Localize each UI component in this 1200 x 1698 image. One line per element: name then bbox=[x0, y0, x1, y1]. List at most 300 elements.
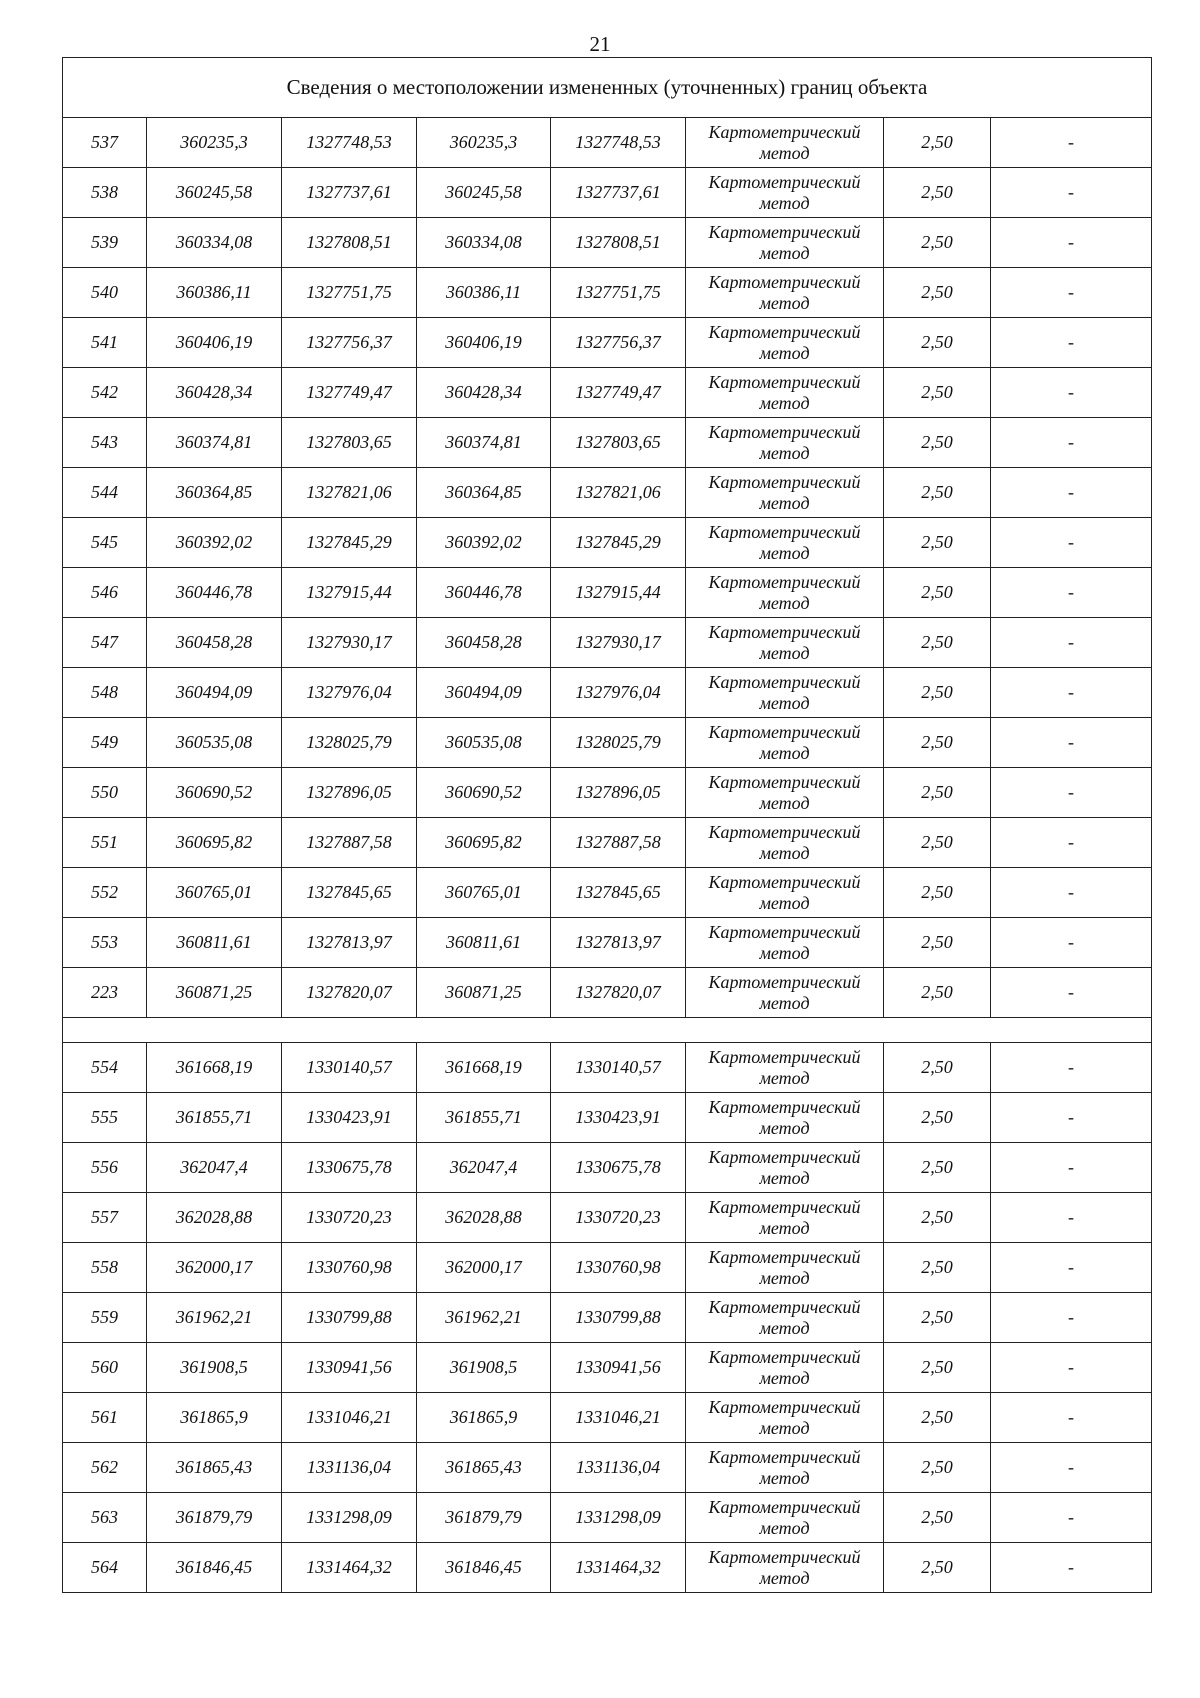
table-title-row bbox=[63, 58, 1152, 118]
method-line2: метод bbox=[759, 242, 810, 263]
accuracy-cell: 2,50 bbox=[884, 868, 991, 918]
method-line1: Картометрический bbox=[708, 821, 861, 842]
accuracy-cell: 2,50 bbox=[884, 768, 991, 818]
method-cell bbox=[686, 768, 884, 818]
accuracy-cell: 2,50 bbox=[884, 718, 991, 768]
x-existing-cell: 360428,34 bbox=[147, 368, 282, 418]
x-new-cell: 361855,71 bbox=[417, 1093, 551, 1143]
y-existing-cell: 1327821,06 bbox=[282, 468, 417, 518]
method-line2: метод bbox=[759, 592, 810, 613]
accuracy-cell: 2,50 bbox=[884, 918, 991, 968]
y-existing-cell: 1327748,53 bbox=[282, 118, 417, 168]
x-new-cell: 360235,3 bbox=[417, 118, 551, 168]
method-cell bbox=[686, 1443, 884, 1493]
method-cell bbox=[686, 1393, 884, 1443]
x-new-cell: 361908,5 bbox=[417, 1343, 551, 1393]
y-existing-cell: 1327915,44 bbox=[282, 568, 417, 618]
x-existing-cell: 360811,61 bbox=[147, 918, 282, 968]
x-existing-cell: 360392,02 bbox=[147, 518, 282, 568]
y-new-cell: 1327845,29 bbox=[551, 518, 686, 568]
x-new-cell: 361962,21 bbox=[417, 1293, 551, 1343]
x-existing-cell: 362000,17 bbox=[147, 1243, 282, 1293]
x-existing-cell: 361855,71 bbox=[147, 1093, 282, 1143]
y-new-cell: 1330720,23 bbox=[551, 1193, 686, 1243]
y-existing-cell: 1327820,07 bbox=[282, 968, 417, 1018]
description-cell: - bbox=[991, 318, 1152, 368]
method-line1: Картометрический bbox=[708, 1546, 861, 1567]
x-existing-cell: 361846,45 bbox=[147, 1543, 282, 1593]
y-new-cell: 1330941,56 bbox=[551, 1343, 686, 1393]
table-row bbox=[63, 368, 1152, 418]
x-new-cell: 360245,58 bbox=[417, 168, 551, 218]
method-cell bbox=[686, 1493, 884, 1543]
x-new-cell: 360364,85 bbox=[417, 468, 551, 518]
accuracy-cell: 2,50 bbox=[884, 468, 991, 518]
method-line1: Картометрический bbox=[708, 271, 861, 292]
x-existing-cell: 360535,08 bbox=[147, 718, 282, 768]
description-cell: - bbox=[991, 718, 1152, 768]
x-existing-cell: 360446,78 bbox=[147, 568, 282, 618]
x-new-cell: 360494,09 bbox=[417, 668, 551, 718]
description-cell: - bbox=[991, 1143, 1152, 1193]
y-existing-cell: 1330140,57 bbox=[282, 1043, 417, 1093]
x-existing-cell: 360374,81 bbox=[147, 418, 282, 468]
method-line1: Картометрический bbox=[708, 321, 861, 342]
method-cell bbox=[686, 718, 884, 768]
method-cell bbox=[686, 1293, 884, 1343]
description-cell: - bbox=[991, 218, 1152, 268]
table-row bbox=[63, 618, 1152, 668]
accuracy-cell: 2,50 bbox=[884, 1293, 991, 1343]
accuracy-cell: 2,50 bbox=[884, 1193, 991, 1243]
accuracy-cell: 2,50 bbox=[884, 168, 991, 218]
method-line2: метод bbox=[759, 292, 810, 313]
y-new-cell: 1331298,09 bbox=[551, 1493, 686, 1543]
x-new-cell: 362047,4 bbox=[417, 1143, 551, 1193]
description-cell: - bbox=[991, 968, 1152, 1018]
method-line1: Картометрический bbox=[708, 1246, 861, 1267]
table-row bbox=[63, 768, 1152, 818]
x-new-cell: 360458,28 bbox=[417, 618, 551, 668]
method-cell bbox=[686, 218, 884, 268]
method-line2: метод bbox=[759, 792, 810, 813]
method-line2: метод bbox=[759, 642, 810, 663]
table-row bbox=[63, 1343, 1152, 1393]
x-existing-cell: 361879,79 bbox=[147, 1493, 282, 1543]
method-cell bbox=[686, 418, 884, 468]
table-row bbox=[63, 118, 1152, 168]
table-row bbox=[63, 1193, 1152, 1243]
accuracy-cell: 2,50 bbox=[884, 218, 991, 268]
method-line2: метод bbox=[759, 492, 810, 513]
method-cell bbox=[686, 118, 884, 168]
table-row bbox=[63, 168, 1152, 218]
y-new-cell: 1327749,47 bbox=[551, 368, 686, 418]
point-number-cell: 553 bbox=[63, 918, 147, 968]
method-line1: Картометрический bbox=[708, 171, 861, 192]
x-new-cell: 360871,25 bbox=[417, 968, 551, 1018]
method-line1: Картометрический bbox=[708, 1096, 861, 1117]
table-row bbox=[63, 1543, 1152, 1593]
method-cell bbox=[686, 318, 884, 368]
description-cell: - bbox=[991, 1393, 1152, 1443]
method-line2: метод bbox=[759, 942, 810, 963]
description-cell: - bbox=[991, 368, 1152, 418]
y-new-cell: 1330760,98 bbox=[551, 1243, 686, 1293]
method-line2: метод bbox=[759, 392, 810, 413]
method-line2: метод bbox=[759, 192, 810, 213]
y-new-cell: 1327748,53 bbox=[551, 118, 686, 168]
y-new-cell: 1327915,44 bbox=[551, 568, 686, 618]
method-line1: Картометрический bbox=[708, 971, 861, 992]
x-existing-cell: 360235,3 bbox=[147, 118, 282, 168]
y-new-cell: 1331046,21 bbox=[551, 1393, 686, 1443]
point-number-cell: 563 bbox=[63, 1493, 147, 1543]
accuracy-cell: 2,50 bbox=[884, 1393, 991, 1443]
method-line2: метод bbox=[759, 1417, 810, 1438]
x-new-cell: 360695,82 bbox=[417, 818, 551, 868]
y-new-cell: 1327845,65 bbox=[551, 868, 686, 918]
x-new-cell: 360690,52 bbox=[417, 768, 551, 818]
x-new-cell: 360374,81 bbox=[417, 418, 551, 468]
method-line1: Картометрический bbox=[708, 1346, 861, 1367]
table-row bbox=[63, 268, 1152, 318]
x-new-cell: 361879,79 bbox=[417, 1493, 551, 1543]
x-existing-cell: 360458,28 bbox=[147, 618, 282, 668]
point-number-cell: 554 bbox=[63, 1043, 147, 1093]
method-line1: Картометрический bbox=[708, 671, 861, 692]
method-line1: Картометрический bbox=[708, 1496, 861, 1517]
x-new-cell: 360811,61 bbox=[417, 918, 551, 968]
description-cell: - bbox=[991, 1193, 1152, 1243]
y-new-cell: 1328025,79 bbox=[551, 718, 686, 768]
method-cell bbox=[686, 168, 884, 218]
y-existing-cell: 1327887,58 bbox=[282, 818, 417, 868]
x-new-cell: 360334,08 bbox=[417, 218, 551, 268]
point-number-cell: 538 bbox=[63, 168, 147, 218]
method-line2: метод bbox=[759, 892, 810, 913]
point-number-cell: 546 bbox=[63, 568, 147, 618]
point-number-cell: 539 bbox=[63, 218, 147, 268]
method-line2: метод bbox=[759, 1517, 810, 1538]
point-number-cell: 540 bbox=[63, 268, 147, 318]
y-new-cell: 1330140,57 bbox=[551, 1043, 686, 1093]
x-existing-cell: 362047,4 bbox=[147, 1143, 282, 1193]
y-new-cell: 1331136,04 bbox=[551, 1443, 686, 1493]
table-row bbox=[63, 418, 1152, 468]
y-new-cell: 1330799,88 bbox=[551, 1293, 686, 1343]
y-existing-cell: 1327930,17 bbox=[282, 618, 417, 668]
method-cell bbox=[686, 868, 884, 918]
point-number-cell: 543 bbox=[63, 418, 147, 468]
method-line2: метод bbox=[759, 842, 810, 863]
method-cell bbox=[686, 1543, 884, 1593]
point-number-cell: 560 bbox=[63, 1343, 147, 1393]
y-new-cell: 1327896,05 bbox=[551, 768, 686, 818]
point-number-cell: 551 bbox=[63, 818, 147, 868]
method-cell bbox=[686, 368, 884, 418]
method-line1: Картометрический bbox=[708, 1046, 861, 1067]
y-new-cell: 1327887,58 bbox=[551, 818, 686, 868]
description-cell: - bbox=[991, 168, 1152, 218]
accuracy-cell: 2,50 bbox=[884, 818, 991, 868]
y-existing-cell: 1327813,97 bbox=[282, 918, 417, 968]
contour-separator-row bbox=[63, 1018, 1152, 1043]
method-line1: Картометрический bbox=[708, 1196, 861, 1217]
method-cell bbox=[686, 1143, 884, 1193]
x-existing-cell: 360695,82 bbox=[147, 818, 282, 868]
method-line2: метод bbox=[759, 692, 810, 713]
y-existing-cell: 1330760,98 bbox=[282, 1243, 417, 1293]
method-line1: Картометрический bbox=[708, 721, 861, 742]
accuracy-cell: 2,50 bbox=[884, 1243, 991, 1293]
accuracy-cell: 2,50 bbox=[884, 518, 991, 568]
accuracy-cell: 2,50 bbox=[884, 1043, 991, 1093]
method-line1: Картометрический bbox=[708, 421, 861, 442]
method-line2: метод bbox=[759, 1067, 810, 1088]
y-new-cell: 1331464,32 bbox=[551, 1543, 686, 1593]
description-cell: - bbox=[991, 1343, 1152, 1393]
method-cell bbox=[686, 568, 884, 618]
method-line1: Картометрический bbox=[708, 371, 861, 392]
method-line2: метод bbox=[759, 342, 810, 363]
y-existing-cell: 1330799,88 bbox=[282, 1293, 417, 1343]
accuracy-cell: 2,50 bbox=[884, 1093, 991, 1143]
method-cell bbox=[686, 618, 884, 668]
description-cell: - bbox=[991, 768, 1152, 818]
table-row bbox=[63, 1443, 1152, 1493]
point-number-cell: 544 bbox=[63, 468, 147, 518]
x-existing-cell: 361865,9 bbox=[147, 1393, 282, 1443]
table-row bbox=[63, 1293, 1152, 1343]
point-number-cell: 564 bbox=[63, 1543, 147, 1593]
accuracy-cell: 2,50 bbox=[884, 618, 991, 668]
x-new-cell: 361865,9 bbox=[417, 1393, 551, 1443]
x-new-cell: 361668,19 bbox=[417, 1043, 551, 1093]
y-new-cell: 1327813,97 bbox=[551, 918, 686, 968]
y-existing-cell: 1330941,56 bbox=[282, 1343, 417, 1393]
point-number-cell: 541 bbox=[63, 318, 147, 368]
method-line2: метод bbox=[759, 1367, 810, 1388]
y-new-cell: 1327756,37 bbox=[551, 318, 686, 368]
description-cell: - bbox=[991, 1043, 1152, 1093]
method-line2: метод bbox=[759, 1267, 810, 1288]
x-existing-cell: 360334,08 bbox=[147, 218, 282, 268]
method-cell bbox=[686, 1343, 884, 1393]
method-line2: метод bbox=[759, 142, 810, 163]
description-cell: - bbox=[991, 418, 1152, 468]
y-existing-cell: 1327845,29 bbox=[282, 518, 417, 568]
accuracy-cell: 2,50 bbox=[884, 268, 991, 318]
x-existing-cell: 360690,52 bbox=[147, 768, 282, 818]
x-new-cell: 362028,88 bbox=[417, 1193, 551, 1243]
method-cell bbox=[686, 818, 884, 868]
point-number-cell: 557 bbox=[63, 1193, 147, 1243]
y-new-cell: 1327821,06 bbox=[551, 468, 686, 518]
method-cell bbox=[686, 268, 884, 318]
method-line1: Картометрический bbox=[708, 771, 861, 792]
x-new-cell: 362000,17 bbox=[417, 1243, 551, 1293]
x-new-cell: 360392,02 bbox=[417, 518, 551, 568]
description-cell: - bbox=[991, 1543, 1152, 1593]
x-new-cell: 360406,19 bbox=[417, 318, 551, 368]
y-existing-cell: 1327749,47 bbox=[282, 368, 417, 418]
point-number-cell: 550 bbox=[63, 768, 147, 818]
method-cell bbox=[686, 1093, 884, 1143]
method-line1: Картометрический bbox=[708, 1446, 861, 1467]
method-line2: метод bbox=[759, 1317, 810, 1338]
y-existing-cell: 1330423,91 bbox=[282, 1093, 417, 1143]
y-new-cell: 1327808,51 bbox=[551, 218, 686, 268]
method-line2: метод bbox=[759, 1567, 810, 1588]
method-line2: метод bbox=[759, 1217, 810, 1238]
point-number-cell: 556 bbox=[63, 1143, 147, 1193]
description-cell: - bbox=[991, 268, 1152, 318]
table-row bbox=[63, 318, 1152, 368]
y-existing-cell: 1327803,65 bbox=[282, 418, 417, 468]
table-row bbox=[63, 518, 1152, 568]
y-existing-cell: 1327845,65 bbox=[282, 868, 417, 918]
table-row bbox=[63, 1143, 1152, 1193]
x-new-cell: 360446,78 bbox=[417, 568, 551, 618]
x-new-cell: 361846,45 bbox=[417, 1543, 551, 1593]
separator-cell bbox=[63, 1018, 1152, 1043]
method-cell bbox=[686, 468, 884, 518]
accuracy-cell: 2,50 bbox=[884, 1493, 991, 1543]
point-number-cell: 559 bbox=[63, 1293, 147, 1343]
description-cell: - bbox=[991, 518, 1152, 568]
table-row bbox=[63, 568, 1152, 618]
method-line1: Картометрический bbox=[708, 871, 861, 892]
y-new-cell: 1330675,78 bbox=[551, 1143, 686, 1193]
y-existing-cell: 1330720,23 bbox=[282, 1193, 417, 1243]
method-cell bbox=[686, 1193, 884, 1243]
point-number-cell: 547 bbox=[63, 618, 147, 668]
table-row bbox=[63, 1243, 1152, 1293]
accuracy-cell: 2,50 bbox=[884, 1343, 991, 1393]
x-existing-cell: 361865,43 bbox=[147, 1443, 282, 1493]
point-number-cell: 552 bbox=[63, 868, 147, 918]
table-row bbox=[63, 1393, 1152, 1443]
accuracy-cell: 2,50 bbox=[884, 418, 991, 468]
y-existing-cell: 1327976,04 bbox=[282, 668, 417, 718]
y-existing-cell: 1327737,61 bbox=[282, 168, 417, 218]
description-cell: - bbox=[991, 1443, 1152, 1493]
x-existing-cell: 360871,25 bbox=[147, 968, 282, 1018]
description-cell: - bbox=[991, 668, 1152, 718]
description-cell: - bbox=[991, 568, 1152, 618]
x-existing-cell: 362028,88 bbox=[147, 1193, 282, 1243]
point-number-cell: 545 bbox=[63, 518, 147, 568]
y-new-cell: 1327930,17 bbox=[551, 618, 686, 668]
y-existing-cell: 1328025,79 bbox=[282, 718, 417, 768]
point-number-cell: 223 bbox=[63, 968, 147, 1018]
accuracy-cell: 2,50 bbox=[884, 568, 991, 618]
accuracy-cell: 2,50 bbox=[884, 1443, 991, 1493]
method-line2: метод bbox=[759, 442, 810, 463]
method-line2: метод bbox=[759, 742, 810, 763]
x-existing-cell: 360765,01 bbox=[147, 868, 282, 918]
method-line2: метод bbox=[759, 1167, 810, 1188]
method-line2: метод bbox=[759, 542, 810, 563]
x-new-cell: 360428,34 bbox=[417, 368, 551, 418]
table-row bbox=[63, 668, 1152, 718]
y-existing-cell: 1327756,37 bbox=[282, 318, 417, 368]
y-new-cell: 1327751,75 bbox=[551, 268, 686, 318]
page-number: 21 bbox=[589, 32, 611, 56]
method-line1: Картометрический bbox=[708, 521, 861, 542]
method-line1: Картометрический bbox=[708, 1146, 861, 1167]
method-line1: Картометрический bbox=[708, 621, 861, 642]
y-new-cell: 1327976,04 bbox=[551, 668, 686, 718]
x-new-cell: 360535,08 bbox=[417, 718, 551, 768]
point-number-cell: 537 bbox=[63, 118, 147, 168]
x-existing-cell: 360494,09 bbox=[147, 668, 282, 718]
x-existing-cell: 360386,11 bbox=[147, 268, 282, 318]
method-cell bbox=[686, 968, 884, 1018]
accuracy-cell: 2,50 bbox=[884, 1143, 991, 1193]
accuracy-cell: 2,50 bbox=[884, 1543, 991, 1593]
y-new-cell: 1327803,65 bbox=[551, 418, 686, 468]
y-existing-cell: 1327896,05 bbox=[282, 768, 417, 818]
y-new-cell: 1327820,07 bbox=[551, 968, 686, 1018]
table-row bbox=[63, 968, 1152, 1018]
point-number-cell: 555 bbox=[63, 1093, 147, 1143]
x-new-cell: 360386,11 bbox=[417, 268, 551, 318]
table-row bbox=[63, 218, 1152, 268]
y-new-cell: 1330423,91 bbox=[551, 1093, 686, 1143]
description-cell: - bbox=[991, 1493, 1152, 1543]
method-line1: Картометрический bbox=[708, 121, 861, 142]
x-new-cell: 361865,43 bbox=[417, 1443, 551, 1493]
y-existing-cell: 1327751,75 bbox=[282, 268, 417, 318]
table-row bbox=[63, 468, 1152, 518]
method-line1: Картометрический bbox=[708, 1296, 861, 1317]
y-existing-cell: 1330675,78 bbox=[282, 1143, 417, 1193]
description-cell: - bbox=[991, 468, 1152, 518]
x-existing-cell: 361962,21 bbox=[147, 1293, 282, 1343]
table-row bbox=[63, 1493, 1152, 1543]
table-body bbox=[63, 58, 1152, 1593]
point-number-cell: 548 bbox=[63, 668, 147, 718]
table-row bbox=[63, 918, 1152, 968]
method-line2: метод bbox=[759, 1117, 810, 1138]
accuracy-cell: 2,50 bbox=[884, 368, 991, 418]
boundary-coordinates-table bbox=[62, 57, 1152, 1593]
method-line1: Картометрический bbox=[708, 1396, 861, 1417]
point-number-cell: 562 bbox=[63, 1443, 147, 1493]
point-number-cell: 542 bbox=[63, 368, 147, 418]
table-row bbox=[63, 818, 1152, 868]
table-row bbox=[63, 868, 1152, 918]
accuracy-cell: 2,50 bbox=[884, 968, 991, 1018]
y-new-cell: 1327737,61 bbox=[551, 168, 686, 218]
method-cell bbox=[686, 518, 884, 568]
y-existing-cell: 1331046,21 bbox=[282, 1393, 417, 1443]
method-line1: Картометрический bbox=[708, 221, 861, 242]
method-line2: метод bbox=[759, 992, 810, 1013]
x-existing-cell: 361668,19 bbox=[147, 1043, 282, 1093]
method-cell bbox=[686, 668, 884, 718]
accuracy-cell: 2,50 bbox=[884, 118, 991, 168]
y-existing-cell: 1331298,09 bbox=[282, 1493, 417, 1543]
y-existing-cell: 1331136,04 bbox=[282, 1443, 417, 1493]
y-existing-cell: 1331464,32 bbox=[282, 1543, 417, 1593]
x-existing-cell: 360406,19 bbox=[147, 318, 282, 368]
description-cell: - bbox=[991, 618, 1152, 668]
x-existing-cell: 360364,85 bbox=[147, 468, 282, 518]
description-cell: - bbox=[991, 818, 1152, 868]
